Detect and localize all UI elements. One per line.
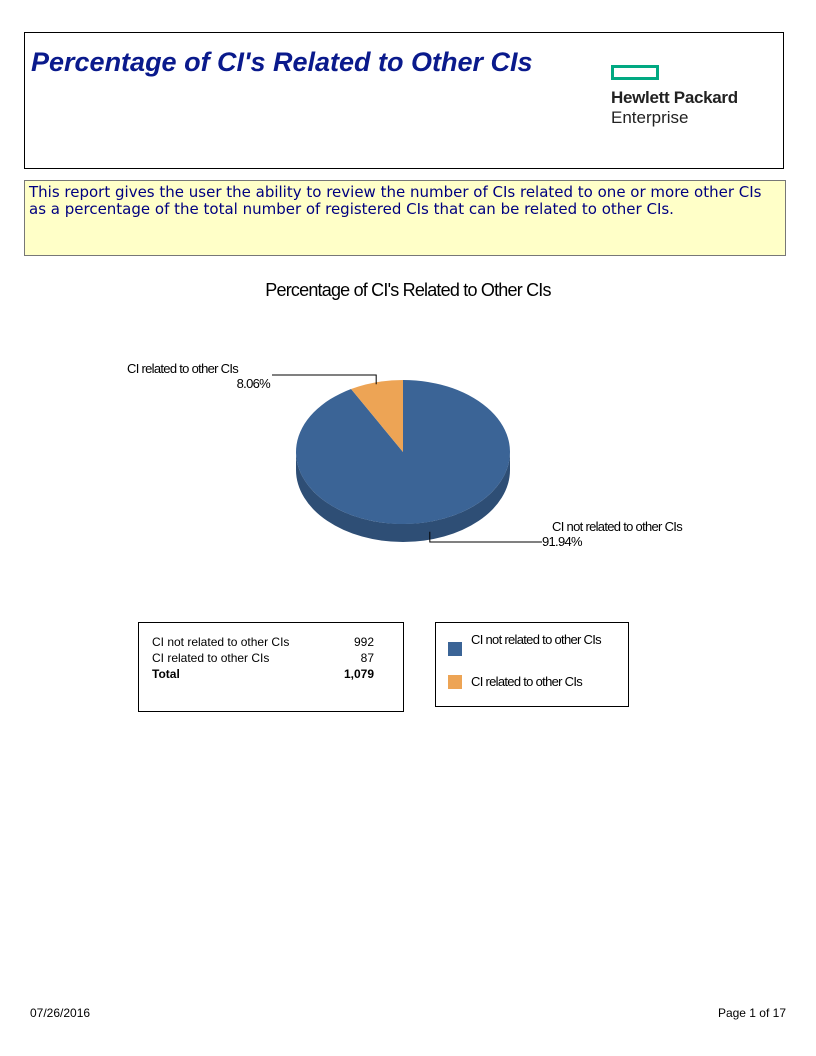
slice-label-related-percent: 8.06%: [236, 376, 270, 391]
table-total-row: [152, 667, 374, 683]
chart-title: Percentage of CI's Related to Other CIs: [265, 280, 551, 300]
page-number: Page 1 of 17: [717, 1006, 786, 1020]
table-cell-name: CI not related to other CIs: [152, 635, 290, 649]
table-row: [152, 635, 374, 651]
legend-swatch: [448, 642, 462, 656]
slice-label-related-name: CI related to other CIs: [127, 361, 239, 376]
slice-label-not-related: [542, 519, 682, 549]
leader-line: [272, 375, 376, 384]
table-cell-value: 992: [353, 635, 374, 649]
logo-text-line2: Enterprise: [611, 108, 689, 127]
table-total-value: 1,079: [343, 667, 374, 681]
table-total-label: Total: [152, 667, 180, 681]
report-description: This report gives the user the ability to review the number of CIs related to one or more other CIs as a percentage of the total number of registered CIs that can be related to other CIs.: [24, 180, 786, 256]
chart-legend: [435, 622, 629, 707]
table-cell-name: CI related to other CIs: [152, 651, 270, 665]
report-title: Percentage of CI's Related to Other CIs: [31, 47, 533, 77]
data-table: [138, 622, 404, 712]
slice-label-not-related-name: CI not related to other CIs: [552, 519, 682, 534]
logo-text-line1: Hewlett Packard: [611, 88, 738, 107]
slice-label-related: [127, 361, 272, 391]
pie-slice: [296, 380, 510, 524]
legend-swatch: [448, 675, 462, 689]
table-cell-value: 87: [360, 651, 374, 665]
slice-label-not-related-percent: 91.94%: [542, 534, 582, 549]
legend-item-label: CI not related to other CIs: [471, 632, 601, 647]
report-date: 07/26/2016: [30, 1006, 91, 1020]
legend-item-label: CI related to other CIs: [471, 674, 583, 689]
table-row: [152, 651, 374, 667]
